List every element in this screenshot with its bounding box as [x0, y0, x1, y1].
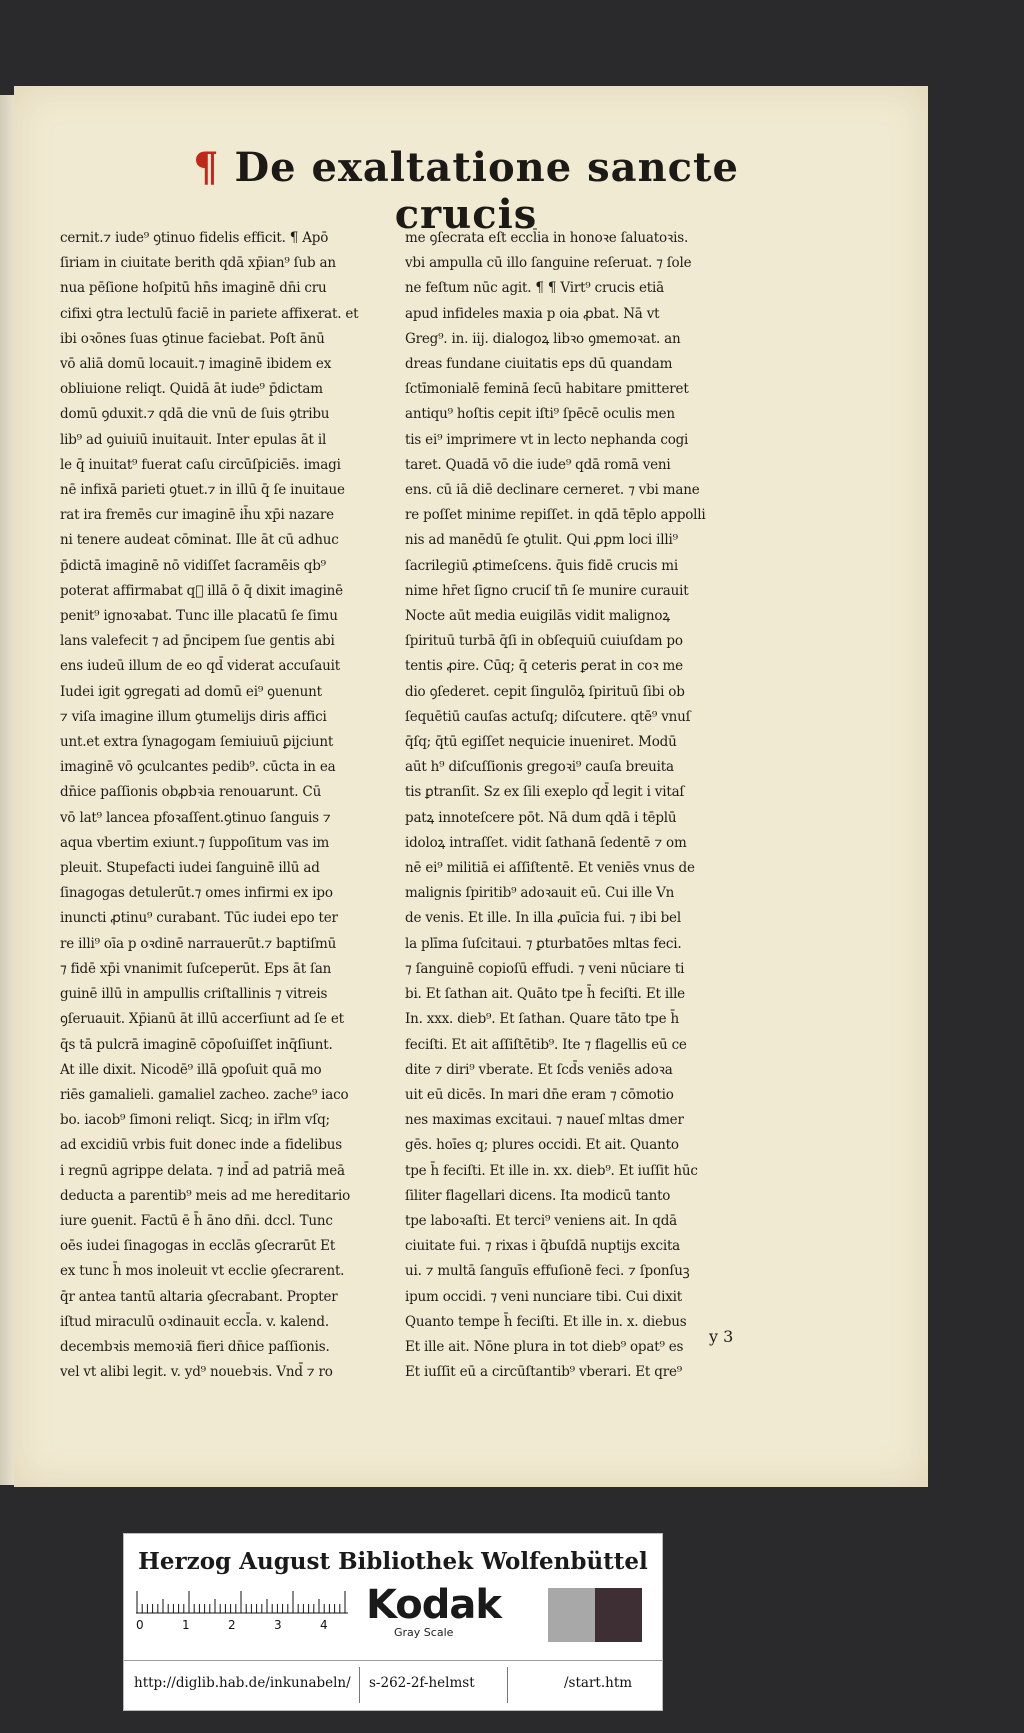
text-line: nes maximas excitaui. ⁊ naueſ mltas dmer — [405, 1112, 684, 1129]
text-line: bi. Et ſathan ait. Quāto tpe h̄ feciſti. Et ille — [405, 986, 685, 1003]
ruler-number: 3 — [274, 1618, 282, 1632]
text-line: unt.et extra ſynagogam ſemiuiuū ꝑijciunt — [60, 734, 334, 751]
text-line: tis ei⁹ imprimere vt in lecto nephanda cogi — [405, 431, 689, 448]
text-line: ⁊ fidē xp̄i vnanimit ſuſceperūt. Eps āt ſan — [60, 960, 332, 977]
text-line: ⁊ viſa imagine illum ꝯtumelijs diris affici — [60, 708, 327, 725]
text-line: uit eū dicēs. In mari dn̄e eram ⁊ cōmotio — [405, 1086, 674, 1103]
text-line: q̄s tā pulcrā imaginē cōpoſuiſſet inq̄ſiunt. — [60, 1036, 333, 1053]
url-bar — [124, 1660, 662, 1709]
text-line: tis ꝑtranſit. Sz ex ſili exeplo qd̄ legit i vitaſ — [405, 784, 685, 801]
text-line: nē ei⁹ militiā ei aſſiſtentē. Et veniēs vnus de — [405, 860, 695, 877]
text-line: guinē illū in ampullis criſtallinis ⁊ vitreis — [60, 986, 328, 1003]
text-line: me ꝯſecrata eſt eccl̄ia in honoꝛe ſaluatoꝛis. — [405, 230, 689, 246]
ruler-number: 4 — [320, 1618, 328, 1632]
text-line: lans valefecit ⁊ ad p̄ncipem ſue gentis abi — [60, 633, 335, 650]
text-line: aqua vbertim exiunt.⁊ ſuppoſitum vas im — [60, 834, 330, 851]
ruler-number: 0 — [136, 1618, 144, 1632]
text-line: gēs. hoīes q; plures occidi. Et ait. Quanto — [405, 1137, 679, 1154]
text-line: ens. cū iā diē declinare cerneret. ⁊ vbi mane — [405, 482, 700, 499]
text-line: At ille dixit. Nicodē⁹ illā ꝯpoſuit quā mo — [60, 1061, 322, 1078]
url-page[interactable]: /start.htm — [564, 1675, 633, 1691]
text-line: patꝝ innoteſcere pōt. Nā dum qdā i tēplū — [405, 809, 677, 826]
text-line: ſequētiū cauſas actuſq; diſcutere. qtē⁹ vnuſ — [405, 708, 691, 725]
text-line: ipum occidi. ⁊ veni nunciare tibi. Cui dixit — [405, 1288, 682, 1305]
url-separator — [507, 1667, 508, 1703]
text-line: i regnū agrippe delata. ⁊ ind̄ ad patriā meā — [60, 1162, 345, 1179]
text-line: rat ira fremēs cur imaginē ih̄u xp̄i nazare — [60, 507, 334, 524]
text-line: vel vt alibi legit. v. yd⁹ nouebꝛis. Vnd̄ ⁊ ro — [60, 1364, 333, 1381]
text-line: dreas fundane ciuitatis eps dū quandam — [405, 356, 673, 373]
rubric-mark: ¶ — [193, 144, 220, 191]
text-line: Quanto tempe h̄ feciſti. Et ille in. x. diebus — [405, 1313, 687, 1330]
text-line: q̄r antea tantū altaria ꝯſecrabant. Propter — [60, 1288, 338, 1305]
text-line: ꝯſeruauit. Xp̄ianū āt illū accerſiunt ad ſe et — [60, 1011, 344, 1028]
text-line: ad excidiū vrbis fuit donec inde a fidelibus — [60, 1137, 343, 1154]
page-title — [166, 144, 766, 238]
gray-swatch-dark — [595, 1588, 642, 1642]
ruler-number: 2 — [228, 1618, 236, 1632]
url-separator — [359, 1667, 360, 1703]
text-line: Iudei igit ꝯgregati ad domū ei⁹ ꝯuenunt — [60, 683, 322, 700]
gray-scale-label: Gray Scale — [394, 1626, 454, 1639]
text-line: nime hr̄et ſigno cruciſ tn̄ ſe munire curauit — [405, 582, 689, 599]
text-line: nē infixā parieti ꝯtuet.⁊ in illū q̄ ſe inuitaue — [60, 482, 345, 499]
text-line: aūt h⁹ diſcuſſionis gregoꝛi⁹ cauſa breuita — [405, 759, 674, 776]
text-line: vō aliā domū locauit.⁊ imaginē ibidem ex — [60, 356, 332, 373]
text-line: idoloꝝ intraſſet. vidit ſathanā ſedentē ⁊ om — [405, 834, 687, 851]
text-line: de venis. Et ille. In illa ꝓuīcia fui. ⁊ ibi bel — [405, 910, 681, 927]
text-line: malignis ſpiritib⁹ adoꝛauit eū. Cui ille Vn — [405, 885, 675, 902]
text-line: lib⁹ ad ꝯuiuiū inuitauit. Inter epulas āt il — [60, 431, 327, 448]
text-line: taret. Quadā vō die iude⁹ qdā romā veni — [405, 456, 671, 473]
text-line: tpe h̄ feciſti. Et ille in. xx. dieb⁹. Et iuſſit hūc — [405, 1162, 698, 1179]
url-base[interactable]: http://diglib.hab.de/inkunabeln/ — [134, 1675, 351, 1691]
text-line: dn̄ice paſſionis obꝓbꝛia renouarunt. Cū — [60, 784, 322, 801]
text-line: riēs gamalieli. gamaliel zacheo. zache⁹ iaco — [60, 1086, 349, 1103]
gray-swatch-light — [548, 1588, 595, 1642]
text-line: ſinagogas detulerūt.⁊ omes infirmi ex ipo — [60, 885, 333, 902]
page-title-text: De exaltatione sancte crucis — [234, 144, 739, 238]
text-line: Et iuſſit eū a circūſtantib⁹ vberari. Et qre⁹ — [405, 1364, 682, 1381]
text-line: deducta a parentib⁹ meis ad me hereditario — [60, 1187, 350, 1204]
text-line: ciuitate fui. ⁊ rixas i q̄buſdā nuptijs excita — [405, 1238, 681, 1255]
text-line: nis ad manēdū ſe ꝯtulit. Qui ꝓpm loci illi⁹ — [405, 532, 678, 549]
text-line: cifixi ꝯtra lectulū faciē in pariete affixerat. et — [60, 305, 359, 322]
text-line: vō lat⁹ lancea pfoꝛaſſent.ꝯtinuo ſanguis ⁊ — [60, 809, 331, 826]
text-line: q̄ſq; q̄tū egiſſet nequicie inueniret. Modū — [405, 734, 677, 751]
text-line: decembꝛis memoꝛiā fieri dn̄ice paſſionis. — [60, 1338, 330, 1355]
signature-mark: y 3 — [709, 1327, 734, 1346]
text-line: poterat affirmabat q᷑ illā ō q̄ dixit imaginē — [60, 582, 343, 599]
text-line: penit⁹ ignoꝛabat. Tunc ille placatū ſe ſimu — [60, 608, 338, 625]
text-line: le q̄ inuitat⁹ fuerat caſu circūſpiciēs. imagi — [60, 456, 341, 473]
text-line: dite ⁊ diri⁹ vberate. Et ſcd̄s veniēs adoꝛa — [405, 1061, 673, 1078]
text-line: ibi oꝛōnes ſuas ꝯtinue faciebat. Poſt ānū — [60, 330, 325, 347]
text-line: p̄dictā imaginē nō vidiſſet ſacramēis qb⁹ — [60, 557, 326, 574]
text-line: ex tunc h̄ mos inoleuit vt ecclie ꝯſecrarent. — [60, 1263, 345, 1280]
text-line: pleuit. Stupefacti iudei ſanguinē illū ad — [60, 860, 320, 877]
left-text-column — [60, 226, 404, 1385]
kodak-logo: Kodak — [366, 1582, 501, 1628]
text-line: tentis ꝓire. Cūq; q̄ ceteris ꝑerat in coꝛ me — [405, 658, 683, 675]
text-line: re illi⁹ oīa p oꝛdinē narrauerūt.⁊ baptiſmū — [60, 935, 337, 952]
text-line: ſctīmonialē feminā ſecū habitare pmitteret — [405, 381, 689, 398]
text-line: tpe laboꝛaſti. Et terci⁹ veniens ait. In qdā — [405, 1212, 678, 1229]
text-line: ens iudeū illum de eo qd̄ viderat accuſauit — [60, 658, 340, 675]
text-line: ſpirituū turbā q̄ſi in obſequiū cuiuſdam po — [405, 633, 683, 650]
url-id[interactable]: s-262-2f-helmst — [369, 1675, 475, 1691]
ruler-ticks — [136, 1584, 348, 1614]
text-line: Greg⁹. in. iij. dialogoꝝ libꝛo ꝯmemoꝛat. an — [405, 330, 681, 347]
text-line: ſiriam in ciuitate berith qdā xp̄ian⁹ ſub an — [60, 255, 336, 272]
text-line: vbi ampulla cū illo ſanguine reſeruat. ⁊ ſole — [405, 255, 692, 272]
text-line: ne feſtum nūc agit. ¶ ¶ Virt⁹ crucis etiā — [405, 280, 664, 297]
text-line: obliuione reliqt. Quidā āt iude⁹ p̄dictam — [60, 381, 323, 398]
text-line: dio ꝯſederet. cepit ſingulōꝝ ſpirituū ſibi ob — [405, 683, 685, 700]
text-line: inuncti ꝓtinu⁹ curabant. Tūc iudei epo ter — [60, 910, 338, 927]
text-line: Et ille ait. Nōne plura in tot dieb⁹ opat⁹ es — [405, 1338, 684, 1355]
text-line: Nocte aūt media euigilās vidit malignoꝝ — [405, 608, 670, 625]
text-line: la plīma ſuſcitaui. ⁊ ꝑturbatōes mltas feci. — [405, 935, 682, 952]
ruler — [136, 1584, 348, 1634]
text-line: antiqu⁹ hoſtis cepit iſti⁹ ſpēcē oculis men — [405, 406, 675, 423]
text-line: bo. iacob⁹ ſimoni reliqt. Sicq; in ir̄lm vſq; — [60, 1112, 330, 1129]
text-line: ſiliter flagellari dicens. Ita modicū tanto — [405, 1187, 671, 1204]
text-line: domū ꝯduxit.⁊ qdā die vnū de ſuis ꝯtribu — [60, 406, 330, 423]
text-line: cernit.⁊ iude⁹ ꝯtinuo fidelis efficit. ¶ Apō — [60, 230, 329, 246]
text-line: ui. ⁊ multā ſanguīs effuſionē feci. ⁊ ſponſuꝫ — [405, 1263, 690, 1280]
text-line: feciſti. Et ait aſſiſtētib⁹. Ite ⁊ flagellis eū ce — [405, 1036, 687, 1053]
text-line: ni tenere audeat cōminat. Ille āt cū adhuc — [60, 532, 339, 549]
text-line: re poſſet minime repiſſet. in qdā tēplo appolli — [405, 507, 706, 524]
text-line: imaginē vō ꝯculcantes pedib⁹. cūcta in ea — [60, 759, 336, 776]
text-line: ſacrilegiū ꝓtimeſcens. q̄uis fidē crucis mi — [405, 557, 679, 574]
right-text-column — [405, 226, 754, 1385]
institution-name: Herzog August Bibliothek Wolfenbüttel — [138, 1548, 648, 1575]
text-line: iure ꝯuenit. Factū ē h̄ āno dn̄i. dccl. Tunc — [60, 1212, 333, 1229]
text-line: oēs iudei ſinagogas in ecclās ꝯſecrarūt Et — [60, 1238, 336, 1255]
text-line: iſtud miraculū oꝛdinauit eccl̄a. v. kalend. — [60, 1313, 329, 1330]
book-page — [14, 86, 928, 1487]
ruler-number: 1 — [182, 1618, 190, 1632]
text-line: In. xxx. dieb⁹. Et ſathan. Quare tāto tpe h̄ — [405, 1011, 679, 1028]
text-line: nua pēſione hoſpitū hn̄s imaginē dn̄i cru — [60, 280, 327, 297]
text-line: apud infideles maxia p oia ꝓbat. Nā vt — [405, 305, 660, 322]
reference-card — [123, 1533, 663, 1711]
text-line: ⁊ ſanguinē copioſū effudi. ⁊ veni nūciare ti — [405, 960, 685, 977]
